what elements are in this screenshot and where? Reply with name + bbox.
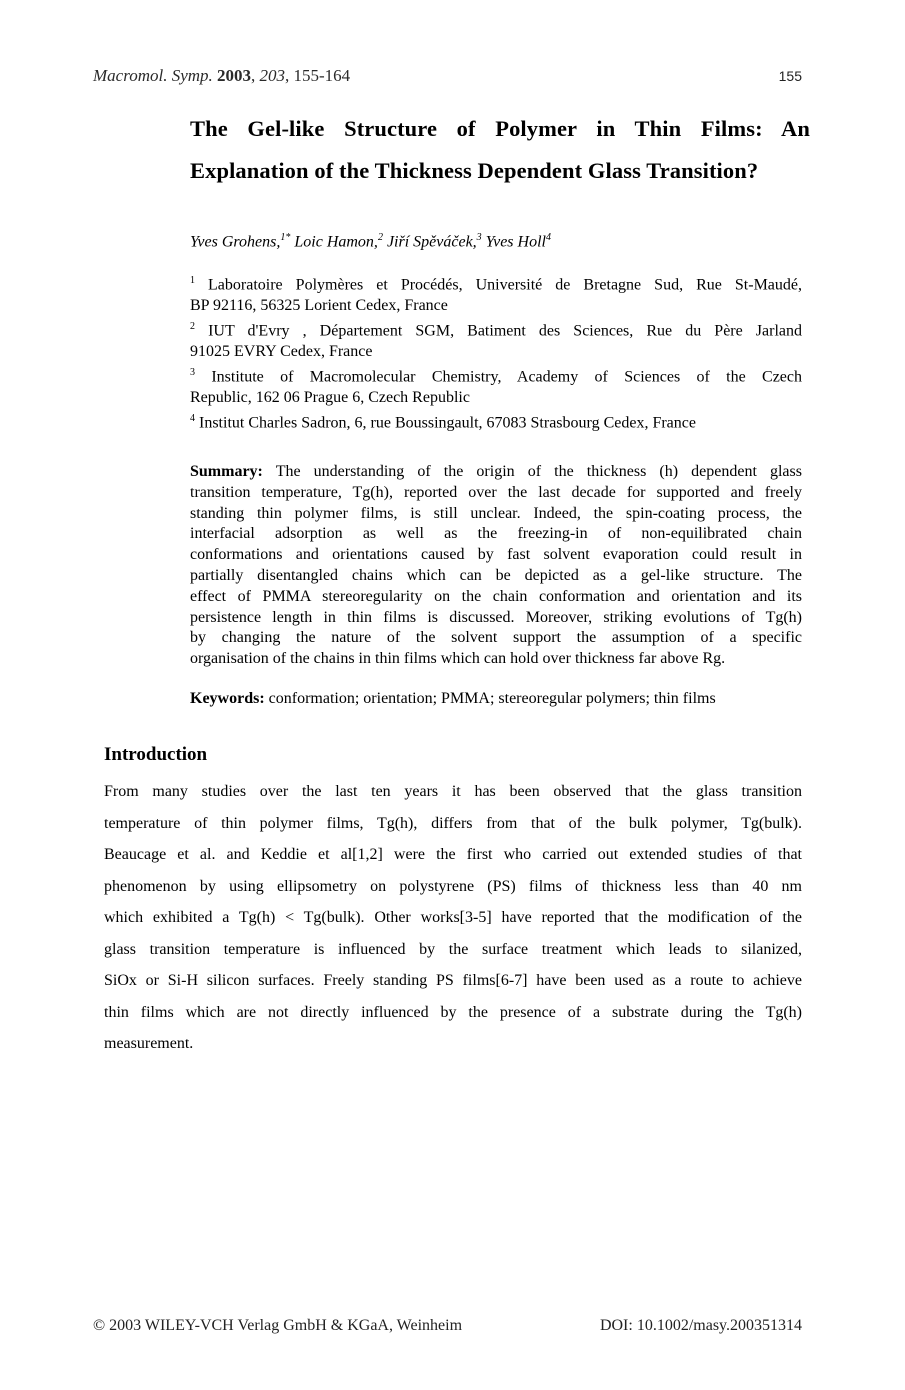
author-sup: 4 [545,232,551,243]
author-name: Yves Holl [485,233,546,251]
author-name: Yves Grohens, [190,233,281,251]
affiliations [190,271,802,434]
affiliation-text: IUT d'Evry , Département SGM, Batiment des Sciences, Rue du Père Jarland [208,322,803,340]
journal-name: Macromol. Symp. [93,66,213,85]
affiliation-1-cont: BP 92116, 56325 Lorient Cedex, France [190,297,448,315]
summary-line: interfacial adsorption as well as the freezing-in of non-equilibrated chain [190,525,802,543]
intro-line: Beaucage et al. and Keddie et al[1,2] were the first who carried out extended studies of that [104,846,802,863]
abstract [190,462,802,670]
author-sup: 1* [280,232,291,243]
journal-pages: 155-164 [293,66,351,85]
intro-line: which exhibited a Tg(h) < Tg(bulk). Other works[3-5] have reported that the modification of the [104,909,802,926]
summary-label: Summary: [190,463,263,480]
summary-line: by changing the nature of the solvent support the assumption of a specific [190,629,802,647]
section-heading: Introduction [104,744,208,765]
author-list [190,232,551,251]
affiliation-4 [190,409,802,434]
keywords-text: conformation; orientation; PMMA; stereoregular polymers; thin films [268,690,716,707]
summary-line: persistence length in thin films is discussed. Moreover, striking evolutions of Tg(h) [190,608,802,626]
affiliation-2 [190,317,802,342]
intro-line: phenomenon by using ellipsometry on polystyrene (PS) films of thickness less than 40 nm [104,877,802,895]
affiliation-3-cont: Republic, 162 06 Prague 6, Czech Republic [190,388,470,406]
paper-title [190,108,810,192]
copyright-notice: © 2003 WILEY-VCH Verlag GmbH & KGaA, Weinheim [93,1317,463,1334]
affiliation-text: Institute of Macromolecular Chemistry, Academy of Sciences of the Czech [211,368,803,386]
title-line-1: The Gel-like Structure of Polymer in Thin Films: An [190,116,810,141]
summary-line: transition temperature, Tg(h), reported over the last decade for supported and freely [190,483,802,501]
affiliation-num: 4 [190,412,195,424]
intro-line: temperature of thin polymer films, Tg(h), differs from that of the bulk polymer, Tg(bulk). [104,814,802,832]
keywords-label: Keywords: [190,690,265,707]
journal-volume: 203 [259,66,286,85]
affiliation-1 [190,271,802,296]
affiliation-num: 1 [190,275,195,286]
summary-line: partially disentangled chains which can be depicted as a gel-like structure. The [190,566,802,584]
summary-line [190,462,802,483]
intro-line: thin films which are not directly influenced by the presence of a substrate during the Tg(h) [104,1003,802,1021]
author-name: Jiří Spěváček, [386,233,477,251]
affiliation-3 [190,363,802,388]
affiliation-num: 3 [190,366,195,378]
intro-line: measurement. [104,1035,194,1052]
summary-line: standing thin polymer films, is still unclear. Indeed, the spin-coating process, the [190,504,802,522]
author-sup: 2 [377,232,383,243]
affiliation-2-cont: 91025 EVRY Cedex, France [190,343,373,361]
intro-line: From many studies over the last ten years it has been observed that the glass transition [104,783,802,800]
keywords [190,690,716,708]
affiliation-num: 2 [190,320,195,332]
affiliation-text: Institut Charles Sadron, 6, rue Boussingault, 67083 Strasbourg Cedex, France [199,414,696,432]
page-number: 155 [778,68,802,84]
intro-line: glass transition temperature is influenced by the surface treatment which leads to silanized, [104,940,802,958]
running-header: Macromol. Symp. 2003, 203, 155-164 [93,66,351,85]
introduction-body [104,776,802,1060]
summary-line: effect of PMMA stereoregularity on the chain conformation and orientation and its [190,587,802,605]
summary-text: The understanding of the origin of the thickness (h) dependent glass [275,463,802,480]
title-line-2: Explanation of the Thickness Dependent Glass Transition? [190,158,759,183]
journal-year: 2003 [217,66,252,85]
author-name: Loic Hamon, [294,233,378,251]
intro-line: SiOx or Si-H silicon surfaces. Freely standing PS films[6-7] have been used as a route to achieve [104,972,802,989]
affiliation-text: Laboratoire Polymères et Procédés, Université de Bretagne Sud, Rue St-Maudé, [208,276,803,294]
summary-line: conformations and orientations caused by fast solvent evaporation could result in [190,546,802,564]
doi: DOI: 10.1002/masy.200351314 [599,1317,802,1334]
summary-line: organisation of the chains in thin films which can hold over thickness far above Rg. [190,650,726,668]
author-sup: 3 [476,232,482,243]
